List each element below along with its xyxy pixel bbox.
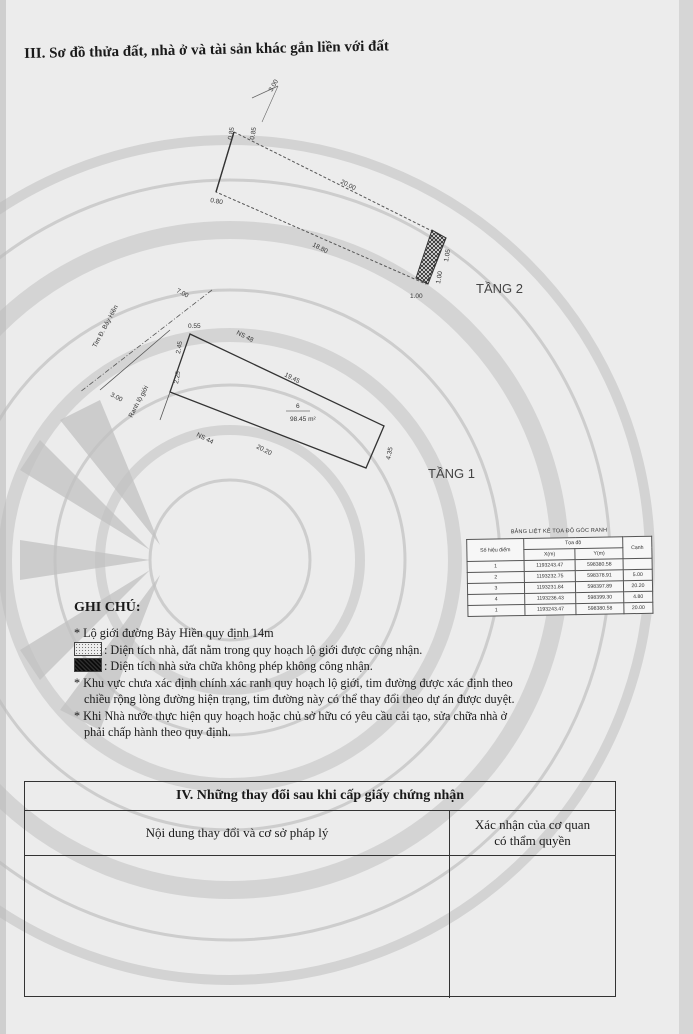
cell-point: 1	[468, 604, 525, 616]
dim-label: 3.00	[267, 78, 281, 93]
cell-point: 3	[467, 582, 524, 594]
road-center-label: Tim Đ. Bảy Hiền	[91, 304, 120, 349]
road-lines	[80, 288, 212, 419]
col-header-point: Số hiệu điểm	[467, 538, 524, 561]
cell-y: 598399.30	[576, 592, 624, 604]
dim-label: 20.20	[255, 443, 273, 458]
confirmation-line1: Xác nhận của cơ quan	[474, 817, 591, 832]
neighbor-label: NS 48	[235, 329, 255, 344]
floor-1-plan	[160, 323, 475, 481]
note-unpermitted-text: : Diện tích nhà sửa chữa không phép không công nhận.	[104, 659, 373, 673]
coordinate-table	[466, 527, 653, 617]
cell-edge: 5.00	[623, 569, 652, 581]
dim-label: 0.85	[249, 126, 259, 141]
floor-2-label: TẦNG 2	[476, 281, 523, 296]
cell-edge: 4.80	[624, 591, 653, 603]
changes-table-header	[25, 811, 615, 856]
floor-1-label: TẦNG 1	[428, 466, 475, 481]
cell-x: 1193236.43	[524, 593, 576, 605]
notes-heading: GHI CHÚ:	[74, 600, 141, 615]
note-planning-boundary: * Khu vực chưa xác định chính xác ranh quy hoạch lộ giới, tim đường được xác định theo	[74, 675, 513, 690]
setback-label: Ranh lộ giới	[127, 384, 151, 419]
col-header-coords: Tọa độ	[523, 537, 622, 550]
note-unpermitted-area	[74, 658, 634, 675]
dim-label: 4.35	[385, 446, 395, 461]
section3-title: III. Sơ đồ thửa đất, nhà ở và tài sản khác gắn liền với đất	[24, 38, 390, 62]
dim-label: 19.45	[283, 371, 301, 386]
cell-edge	[623, 558, 652, 570]
changes-table-title: IV. Những thay đổi sau khi cấp giấy chứng nhận	[25, 782, 615, 811]
cell-x: 1193231.84	[524, 582, 576, 594]
cell-edge: 20.00	[624, 602, 653, 614]
parcel-number: 6	[296, 403, 300, 410]
cell-y: 598380.58	[576, 603, 624, 615]
dim-label: 18.80	[311, 241, 329, 256]
col-header-x: X(m)	[524, 549, 576, 561]
cell-edge: 20.20	[623, 580, 652, 592]
note-recognized-area	[74, 642, 634, 659]
cell-point: 4	[468, 593, 525, 605]
col-header-confirmation	[450, 811, 615, 855]
dim-label: 2.25	[173, 370, 183, 385]
notes-block	[74, 625, 634, 741]
cell-point: 2	[467, 571, 524, 583]
cell-y: 598397.89	[576, 581, 624, 593]
dotted-swatch-icon	[74, 642, 102, 656]
floor-2-plan	[210, 78, 523, 300]
cell-point: 1	[467, 560, 524, 572]
col-header-y: Y(m)	[575, 548, 623, 560]
dim-label: 3.00	[109, 391, 124, 404]
dim-label: 0.55	[188, 323, 201, 330]
changes-table	[24, 781, 616, 997]
note-recognized-text: : Diện tích nhà, đất nằm trong quy hoạch lộ giới được công nhận.	[104, 642, 423, 657]
cell-x: 1193243.47	[524, 560, 576, 572]
col-header-edge: Cạnh	[623, 536, 652, 559]
dim-label: 1.05	[443, 248, 453, 263]
cell-y: 598380.58	[575, 559, 623, 571]
coordinate-table-grid	[466, 536, 653, 617]
note-planning-boundary-cont: chiều rộng lòng đường hiện trạng, tim đường này có thể thay đổi theo dự án được duyệt.	[84, 692, 515, 706]
note-renovation: * Khi Nhà nước thực hiện quy hoạch hoặc chủ sở hữu có yêu cầu cải tạo, sửa chữa nhà ở	[74, 708, 508, 723]
dim-label: 1.00	[435, 270, 445, 285]
confirmation-line2: có thẩm quyền	[494, 833, 571, 848]
cell-y: 598378.91	[576, 570, 624, 582]
dim-label: 1.00	[410, 293, 423, 300]
confirmation-cell-empty	[450, 856, 615, 998]
changes-cell-empty	[25, 856, 450, 998]
dim-label: 20.00	[339, 178, 357, 193]
parcel-area: 98.45 m²	[290, 416, 316, 423]
coordinate-table-caption: BẢNG LIỆT KÊ TỌA ĐỘ GÓC RANH	[510, 527, 608, 536]
neighbor-label: NS 44	[195, 431, 215, 446]
cell-x: 1193243.47	[525, 604, 577, 616]
dim-label: 0.80	[209, 197, 224, 207]
dim-label: 7.00	[175, 287, 190, 300]
dim-label: 0.85	[227, 126, 237, 141]
note-road-width: * Lộ giới đường Bảy Hiền quy định 14m	[74, 626, 274, 640]
cell-x: 1193232.75	[524, 571, 576, 583]
crosshatch-swatch-icon	[74, 658, 102, 672]
note-renovation-cont: phải chấp hành theo quy định.	[84, 725, 231, 739]
changes-table-body	[25, 856, 615, 998]
dim-label: 2.45	[175, 340, 185, 355]
col-header-changes: Nội dung thay đổi và cơ sở pháp lý	[25, 811, 450, 855]
